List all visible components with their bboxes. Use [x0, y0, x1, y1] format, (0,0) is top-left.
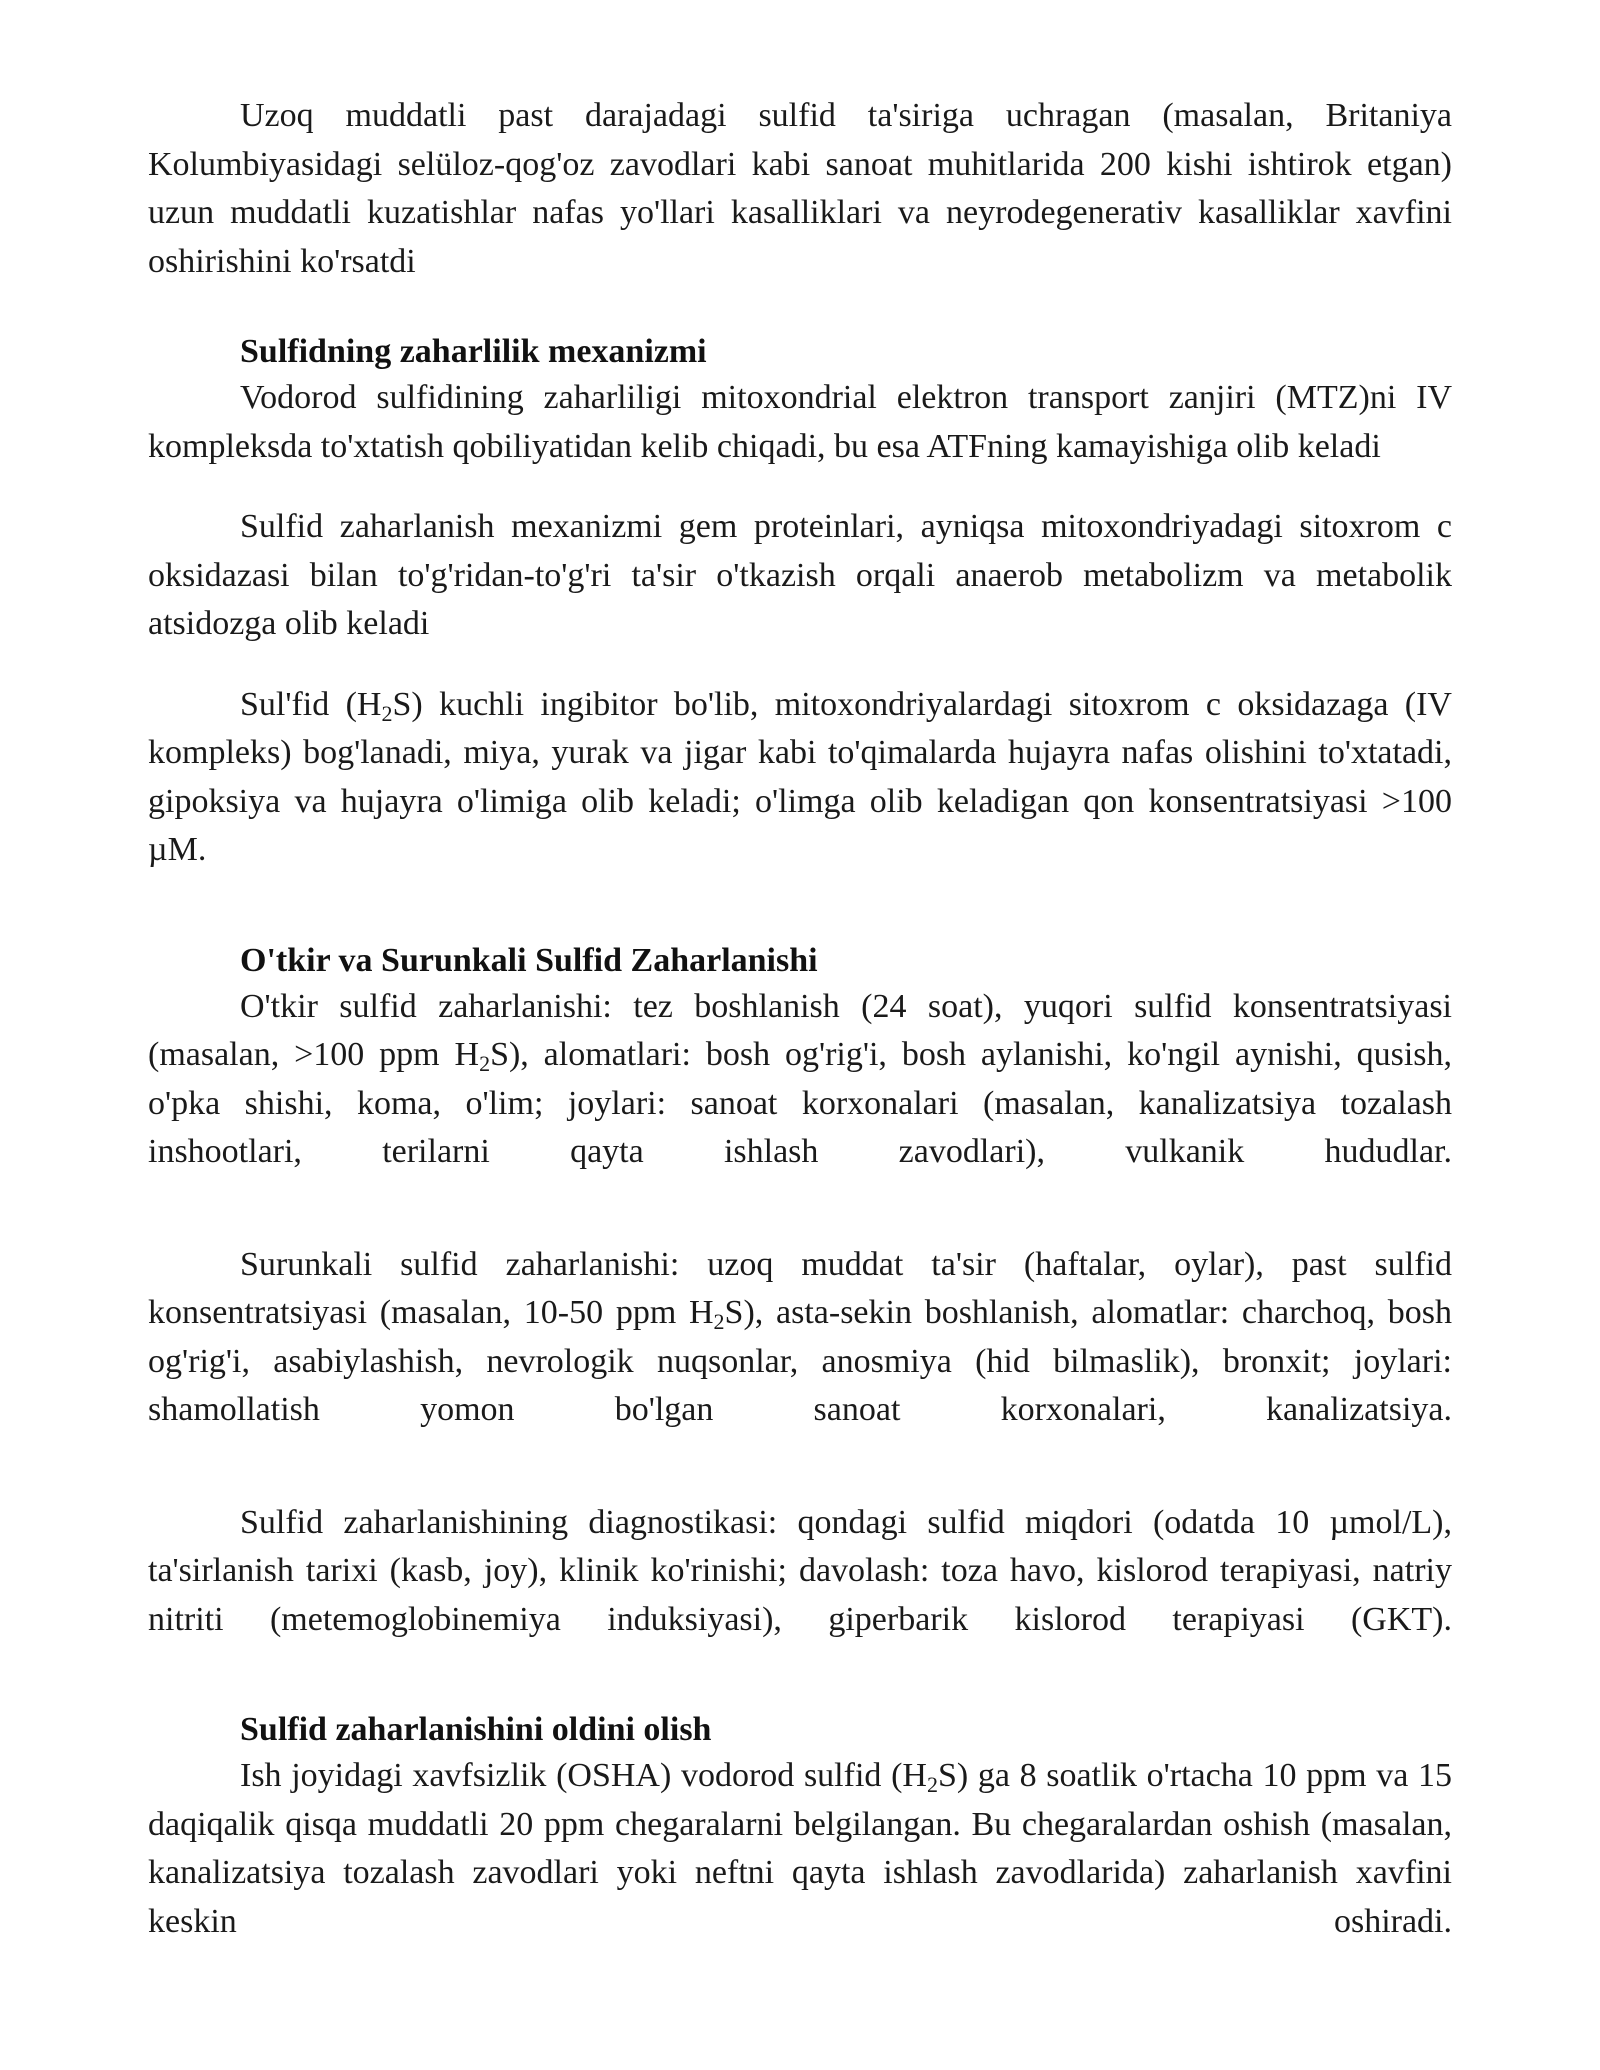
paragraph-diagnostics: Sulfid zaharlanishining diagnostikasi: qondagi sulfid miqdori (odatda 10 µmol/L), ta'sirlanish tarixi (kasb, joy), klinik ko'rinishi; davolash: toza havo, kislorod terapiyasi, natriy nitriti (metemoglobinemiya induksiyasi), giperbarik kislorod terapiyasi (GKT). — [148, 1503, 1452, 1638]
paragraph-acute-poisoning: O'tkir sulfid zaharlanishi: tez boshlanish (24 soat), yuqori sulfid konsentratsiyasi (masalan, >100 ppm $H_2S$), alomatlari: bosh og'rig'i, bosh aylanishi, ko'ngil aynishi, qusish, o'pka shishi, koma, o'lim; joylari: sanoat korxonalari (masalan, kanalizatsiya tozalash inshootlari, terilarni qayta ishlash zavodlari), vulkanik hududlar. — [148, 987, 1452, 1170]
heading-acute-chronic: O'tkir va Surunkali Sulfid Zaharlanishi — [240, 941, 818, 979]
paragraph-osha-limits: Ish joyidagi xavfsizlik (OSHA) vodorod sulfid $(H_2S)$ ga 8 soatlik o'rtacha 10 ppm va 15 daqiqalik qisqa muddatli 20 ppm chegaralarni belgilangan. Bu chegaralardan oshish (masalan, kanalizatsiya tozalash zavodlari yoki neftni qayta ishlash zavodlarida) zaharlanish xavfini keskin oshiradi. — [148, 1757, 1453, 1940]
paragraph-hydrogen-sulfide-toxicity: Vodorod sulfidining zaharliligi mitoxondrial elektron transport zanjiri (MTZ)ni IV kompleksda to'xtatish qobiliyatidan kelib chiqadi, bu esa ATFning kamayishiga olib keladi — [148, 379, 1452, 465]
heading-toxicity-mechanism: Sulfidning zaharlilik mexanizmi — [240, 333, 707, 370]
heading-prevention: Sulfid zaharlanishini oldini olish — [240, 1711, 712, 1748]
paragraph-chronic-poisoning: Surunkali sulfid zaharlanishi: uzoq muddat ta'sir (haftalar, oylar), past sulfid konsentratsiyasi (masalan, 10-50 ppm $H_2S$), asta-sekin boshlanish, alomatlar: charchoq, bosh og'rig'i, asabiylashish, nevrologik nuqsonlar, anosmiya (hid bilmaslik), bronxit; joylari: shamollatish yomon bo'lgan sanoat korxonalari, kanalizatsiya. — [148, 1245, 1452, 1428]
document-page — [148, 92, 1452, 1946]
paragraph-poisoning-mechanism: Sulfid zaharlanish mexanizmi gem proteinlari, ayniqsa mitoxondriyadagi sitoxrom c oksidazasi bilan to'g'ridan-to'g'ri ta'sir o'tkazish orqali anaerob metabolizm va metabolik atsidozga olib keladi — [148, 508, 1452, 642]
paragraph-long-term-exposure: Uzoq muddatli past darajadagi sulfid ta'siriga uchragan (masalan, Britaniya Kolumbiyasidagi selüloz-qog'oz zavodlari kabi sanoat muhitlarida 200 kishi ishtirok etgan) uzun muddatli kuzatishlar nafas yo'llari kasalliklari va neyrodegenerativ kasalliklar xavfini oshirishini ko'rsatdi — [148, 97, 1452, 280]
paragraph-sulfide-inhibitor: Sul'fid $(H_2S)$ kuchli ingibitor bo'lib, mitoxondriyalardagi sitoxrom c oksidazaga (IV kompleks) bog'lanadi, miya, yurak va jigar kabi to'qimalarda hujayra nafas olishini to'xtatadi, gipoksiya va hujayra o'limiga olib keladi; o'limga olib keladigan qon konsentratsiyasi >100 µM. — [148, 685, 1452, 868]
